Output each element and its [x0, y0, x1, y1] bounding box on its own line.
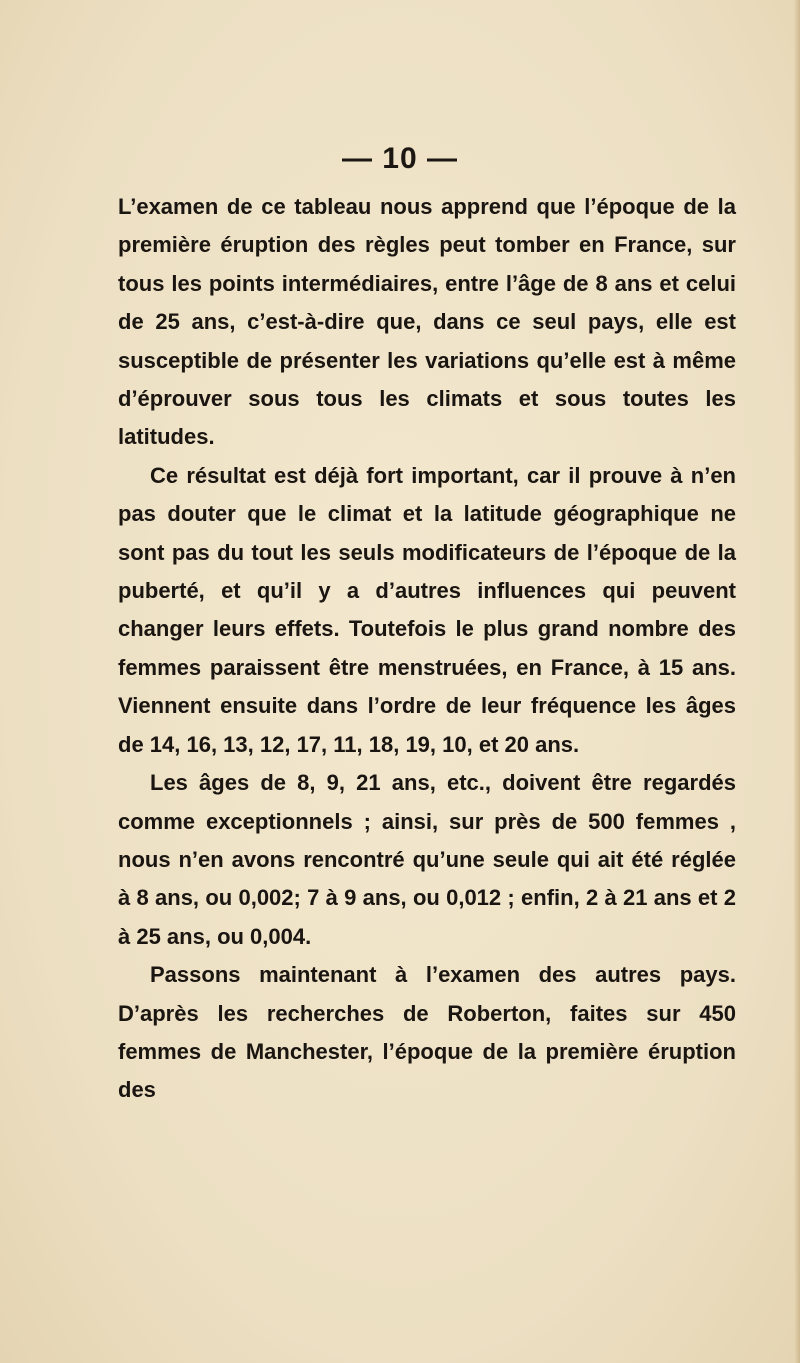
paragraph-2: Ce résultat est déjà fort important, car il prouve à n’en pas douter que le climat et la latitude géographique ne sont pas du tout les seuls modificateurs de l’époque de la puberté, et qu’il y a d’autres influences qui peuvent changer leurs effets. Toutefois le plus grand nombre des femmes paraissent être menstruées, en France, à 15 ans. Viennent ensuite dans l’ordre de leur fréquence les âges de 14, 16, 13, 12, 17, 11, 18, 19, 10, et 20 ans.	[118, 462, 736, 757]
paragraph-3: Les âges de 8, 9, 21 ans, etc., doivent être regardés comme exceptionnels ; ainsi, sur près de 500 femmes , nous n’en avons rencontré qu’une seule qui ait été réglée à 8 ans, ou 0,002; 7 à 9 ans, ou 0,012 ; enfin, 2 à 21 ans et 2 à 25 ans, ou 0,004.	[118, 770, 736, 949]
paragraph-4: Passons maintenant à l’examen des autres pays. D’après les recherches de Roberton, faites sur 450 femmes de Manchester, l’époque de la première éruption des	[118, 962, 736, 1103]
page-number: — 10 —	[341, 142, 459, 175]
body-text	[118, 188, 736, 1110]
page-edge	[794, 0, 800, 1363]
paragraph-1: L’examen de ce tableau nous apprend que l’époque de la première éruption des règles peut tomber en France, sur tous les points intermédiaires, entre l’âge de 8 ans et celui de 25 ans, c’est-à-dire que, dans ce seul pays, elle est susceptible de présenter les variations qu’elle est à même d’éprouver sous tous les climats et sous toutes les latitudes.	[118, 194, 736, 450]
